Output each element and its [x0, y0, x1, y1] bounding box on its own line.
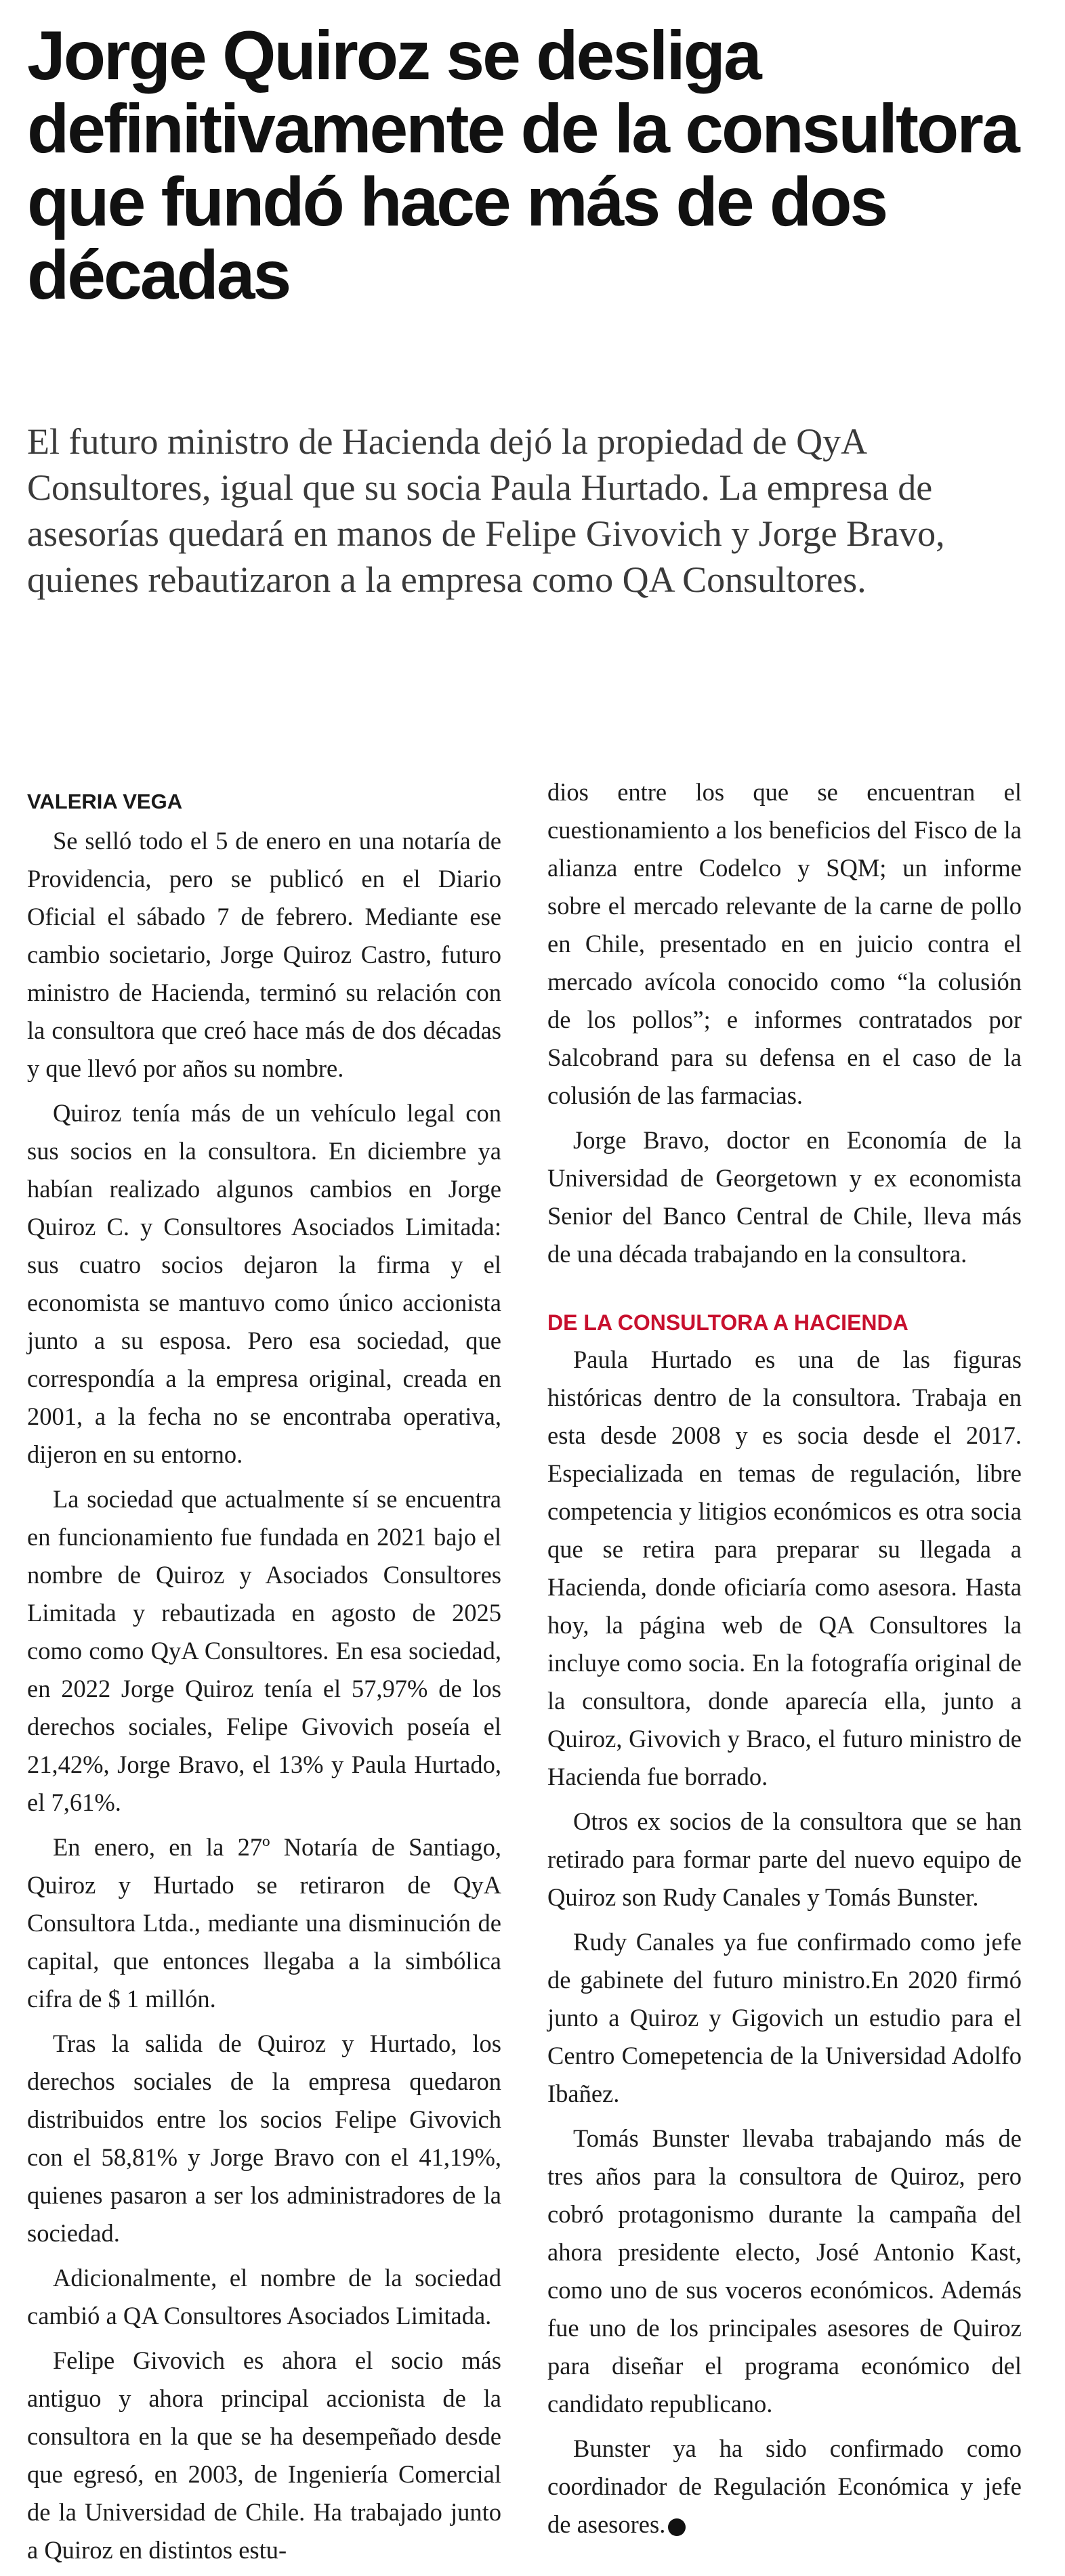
paragraph: La sociedad que actualmente sí se encuentra en funcionamiento fue fundada en 2021 bajo el nombre de Quiroz y Asociados Consultores Limitada y rebautizada en agosto de 2025 como como QyA Consultores. En esa sociedad, en 2022 Jorge Quiroz tenía el 57,97% de los derechos sociales, Felipe Givovich poseía el 21,42%, Jorge Bravo, el 13% y Paula Hurtado, el 7,61%.: [27, 1485, 501, 1816]
paragraph: Rudy Canales ya fue confirmado como jefe de gabinete del futuro ministro.En 2020 firmó junto a Quiroz y Gigovich un estudio para el Centro Comepetencia de la Universidad Adolfo Ibañez.: [547, 1928, 1022, 2107]
paragraph: Tomás Bunster llevaba trabajando más de tres años para la consultora de Quiroz, pero cobró protagonismo durante la campaña del ahora presidente electo, José Antonio Kast, como uno de sus voceros económicos. Además fue uno de los principales asesores de Quiroz para diseñar el programa económico del candidato republicano.: [547, 2124, 1022, 2418]
section-subhead: DE LA CONSULTORA A HACIENDA: [547, 1310, 909, 1335]
headline: Jorge Quiroz se desliga definitivamente de la consultora que fundó hace más de dos décadas: [27, 17, 1018, 314]
article-column-left: [27, 786, 501, 2576]
paragraph: Paula Hurtado es una de las figuras históricas dentro de la consultora. Trabaja en esta desde 2008 y es socia desde el 2017. Especializada en temas de regulación, libre competencia y litigios económicos es otra socia que se retira para preparar su llegada a Hacienda, donde oficiaría como asesora. Hasta hoy, la página web de QA Consultores la incluye como socia. En la fotografía original de la consultora, donde aparecía ella, junto a Quiroz, Givovich y Braco, el futuro ministro de Hacienda fue borrado.: [547, 1346, 1022, 1790]
article-column-right: [547, 773, 1022, 2550]
paragraph: Se selló todo el 5 de enero en una notaría de Providencia, pero se publicó en el Diario Oficial el sábado 7 de febrero. Mediante ese cambio societario, Jorge Quiroz Castro, futuro ministro de Hacienda, terminó su relación con la consultora que creó hace más de dos décadas y que llevó por años su nombre.: [27, 827, 501, 1082]
paragraph: Felipe Givovich es ahora el socio más antiguo y ahora principal accionista de la consultora en la que se ha desempeñado desde que egresó, en 2003, de Ingeniería Comercial de la Universidad de Chile. Ha trabajado junto a Quiroz en distintos estu-: [27, 2346, 501, 2564]
paragraph: Jorge Bravo, doctor en Economía de la Universidad de Georgetown y ex economista Senior del Banco Central de Chile, lleva más de una década trabajando en la consultora.: [547, 1126, 1022, 1268]
paragraph: Otros ex socios de la consultora que se han retirado para formar parte del nuevo equipo de Quiroz son Rudy Canales y Tomás Bunster.: [547, 1807, 1022, 1911]
paragraph-text: Bunster ya ha sido confirmado como coordinador de Regulación Económica y jefe de asesores.: [547, 2434, 1022, 2538]
paragraph: Tras la salida de Quiroz y Hurtado, los derechos sociales de la empresa quedaron distribuidos entre los socios Felipe Givovich con el 58,81% y Jorge Bravo con el 41,19%, quienes pasaron a ser los administradores de la sociedad.: [27, 2030, 501, 2247]
paragraph: En enero, en la 27º Notaría de Santiago, Quiroz y Hurtado se retiraron de QyA Consultora Ltda., mediante una disminución de capital, que entonces llegaba a la simbólica cifra de $ 1 millón.: [27, 1833, 501, 2013]
paragraph: Quiroz tenía más de un vehículo legal con sus socios en la consultora. En diciembre ya habían realizado algunos cambios en Jorge Quiroz C. y Consultores Asociados Limitada: sus cuatro socios dejaron la firma y el economista se mantuvo como único accionista junto a su esposa. Pero esa sociedad, que correspondía a la empresa original, creada en 2001, a la fecha no se encontraba operativa, dijeron en su entorno.: [27, 1099, 501, 1468]
end-mark-icon: P: [668, 2518, 686, 2536]
deck-summary: El futuro ministro de Hacienda dejó la propiedad de QyA Consultores, igual que su socia Paula Hurtado. La empresa de asesorías quedará en manos de Felipe Givovich y Jorge Bravo, quienes rebautizaron a la empresa como QA Consultores.: [27, 421, 945, 600]
paragraph: Adicionalmente, el nombre de la sociedad cambió a QA Consultores Asociados Limitada.: [27, 2264, 501, 2330]
paragraph: [547, 2430, 1022, 2543]
paragraph: dios entre los que se encuentran el cuestionamiento a los beneficios del Fisco de la alianza entre Codelco y SQM; un informe sobre el mercado relevante de la carne de pollo en Chile, presentado en en juicio contra el mercado avícola conocido como “la colusión de los pollos”; e informes contratados por Salcobrand para su defensa en el caso de la colusión de las farmacias.: [547, 778, 1022, 1109]
byline: VALERIA VEGA: [27, 790, 183, 813]
